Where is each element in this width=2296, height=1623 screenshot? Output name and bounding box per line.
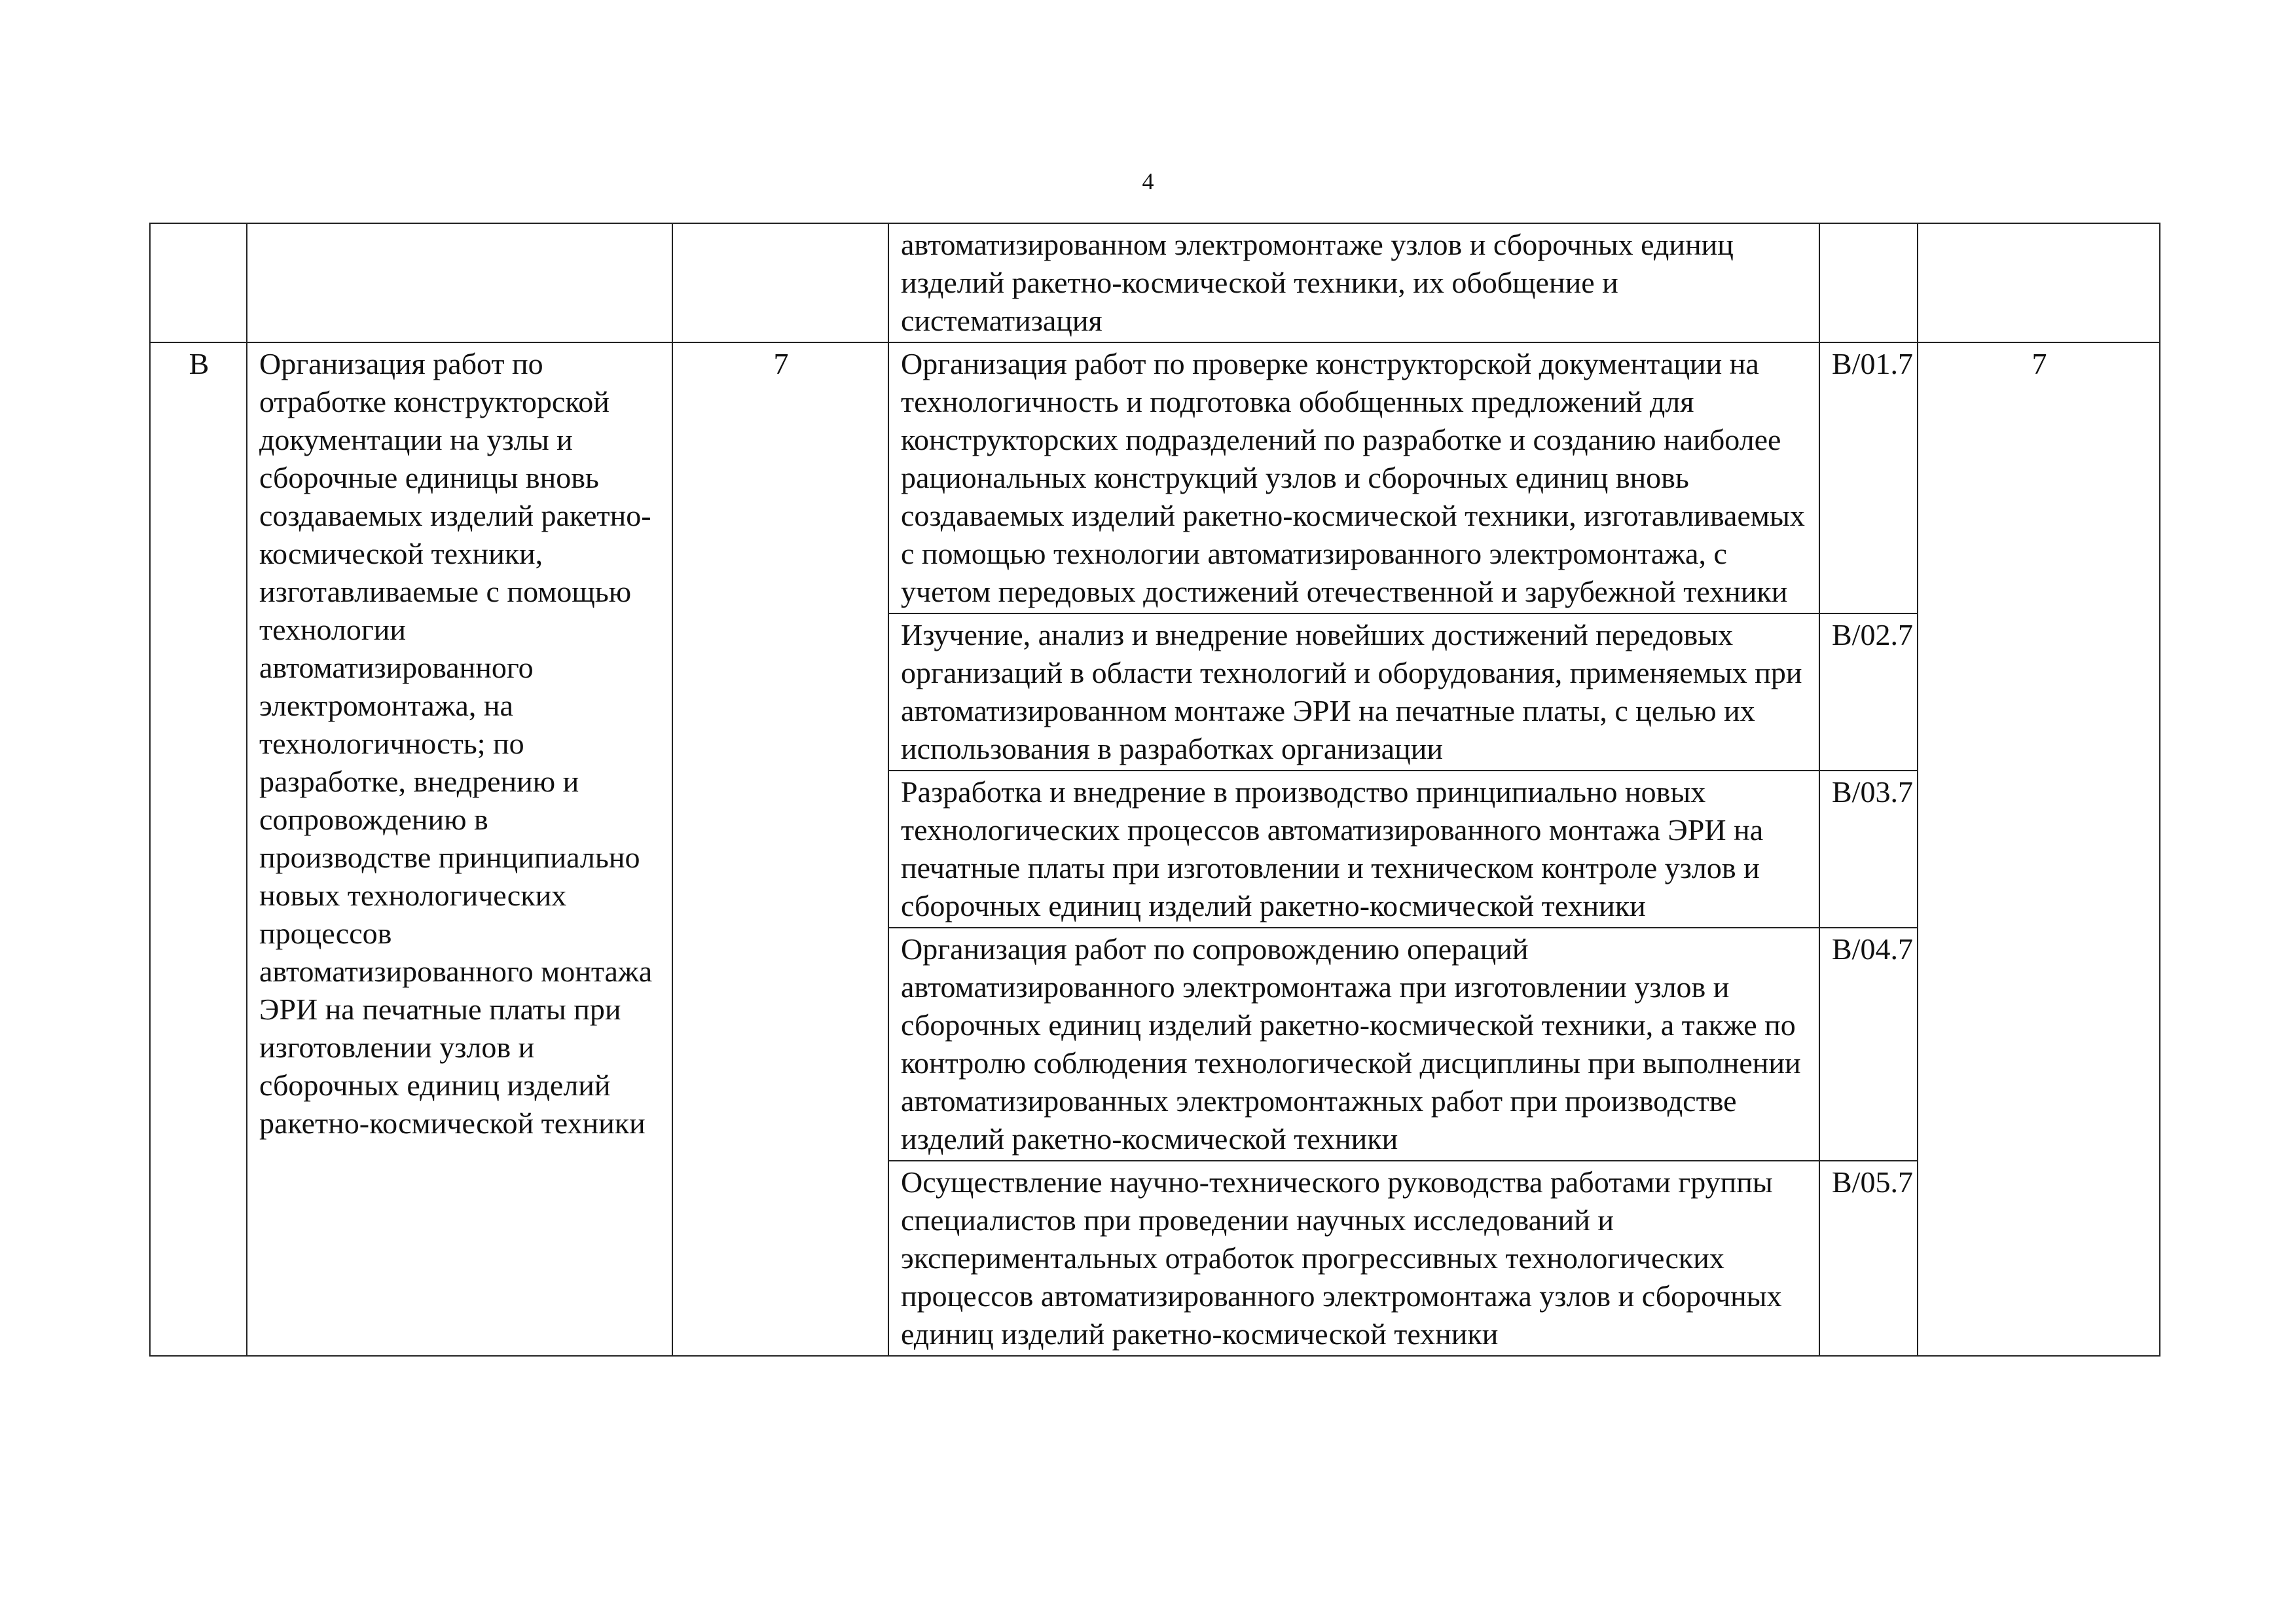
- qualification-level: 7: [672, 342, 888, 1356]
- labor-function-code: B/02.7: [1819, 613, 1918, 771]
- empty-cell: [1819, 223, 1918, 342]
- labor-function-code: B/01.7: [1819, 342, 1918, 613]
- qualification-table: [149, 223, 2160, 1357]
- labor-function-text: Осуществление научно-технического руководства работами группы специалистов при проведении научных исследований и экспериментальных отработок прогрессивных технологических процессов автоматизированного электромонтажа узлов и сборочных единиц изделий ракетно-космической техники: [888, 1161, 1819, 1356]
- page-number: 4: [1142, 168, 1154, 194]
- empty-cell: [1918, 223, 2160, 342]
- table-row-continuation: [150, 223, 2160, 342]
- labor-function-code: B/05.7: [1819, 1161, 1918, 1356]
- generalized-function-name: Организация работ по отработке конструкторской документации на узлы и сборочные единицы вновь создаваемых изделий ракетно-космической техники, изготавливаемые с помощью технологии автоматизированного электромонтажа, на технологичность; по разработке, внедрению и сопровождению в производстве принципиально новых технологических процессов автоматизированного монтажа ЭРИ на печатные платы при изготовлении узлов и сборочных единиц изделий ракетно-космической техники: [247, 342, 672, 1356]
- labor-function-code: B/04.7: [1819, 928, 1918, 1161]
- labor-function-text: Изучение, анализ и внедрение новейших достижений передовых организаций в области технологий и оборудования, применяемых при автоматизированном монтаже ЭРИ на печатные платы, с целью их использования в разработках организации: [888, 613, 1819, 771]
- empty-cell: [247, 223, 672, 342]
- generalized-function-code: B: [150, 342, 247, 1356]
- labor-function-text: Организация работ по сопровождению операций автоматизированного электромонтажа при изготовлении узлов и сборочных единиц изделий ракетно-космической техники, а также по контролю соблюдения технологической дисциплины при выполнении автоматизированных электромонтажных работ при производстве изделий ракетно-космической техники: [888, 928, 1819, 1161]
- labor-function-text: Организация работ по проверке конструкторской документации на технологичность и подготовка обобщенных предложений для конструкторских подразделений по разработке и созданию наиболее рациональных конструкций узлов и сборочных единиц вновь создаваемых изделий ракетно-космической техники, изготавливаемых с помощью технологии автоматизированного электромонтажа, с учетом передовых достижений отечественной и зарубежной техники: [888, 342, 1819, 613]
- labor-function-text: Разработка и внедрение в производство принципиально новых технологических процессов автоматизированного монтажа ЭРИ на печатные платы при изготовлении и техническом контроле узлов и сборочных единиц изделий ракетно-космической техники: [888, 771, 1819, 928]
- empty-cell: [672, 223, 888, 342]
- labor-function-code: B/03.7: [1819, 771, 1918, 928]
- function-text-continuation: автоматизированном электромонтаже узлов и сборочных единиц изделий ракетно-космической техники, их обобщение и систематизация: [888, 223, 1819, 342]
- table-row: [150, 342, 2160, 613]
- qualification-sublevel: 7: [1918, 342, 2160, 1356]
- empty-cell: [150, 223, 247, 342]
